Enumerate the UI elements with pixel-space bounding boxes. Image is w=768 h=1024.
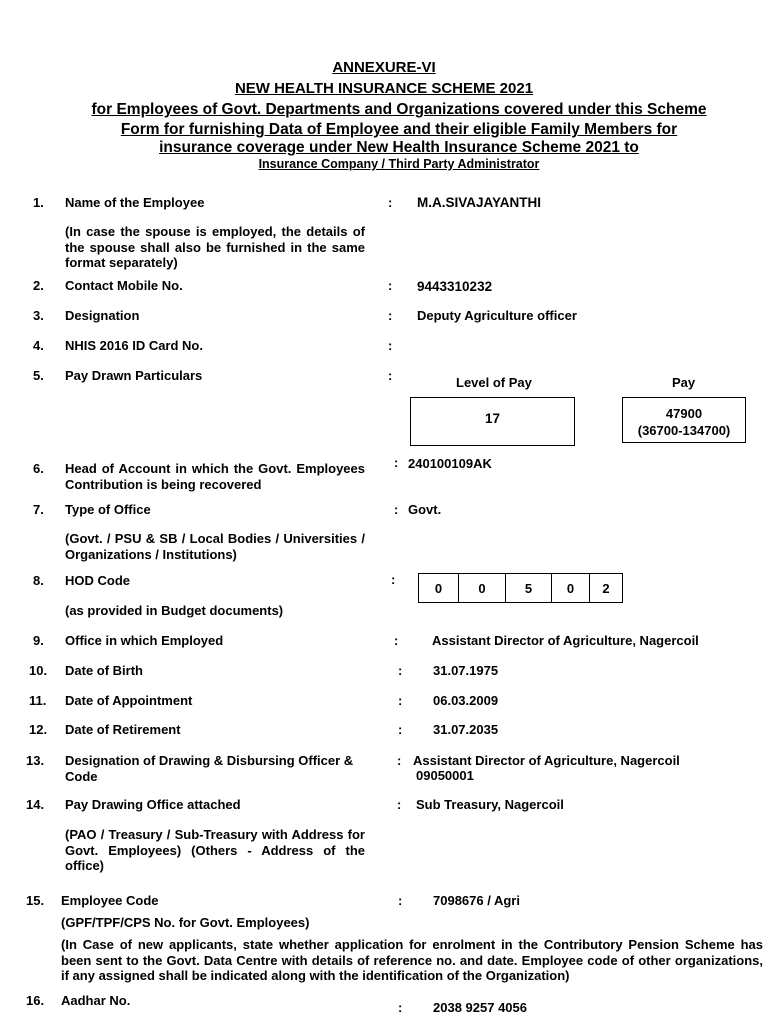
field-7-note: (Govt. / PSU & SB / Local Bodies / Universities / Organizations / Institutions) [65,531,365,562]
mobile-value: 9443310232 [417,279,493,294]
field-11-colon: : [398,693,403,708]
hod-code-digit: 0 [459,574,506,602]
head-of-account-value: 240100109AK [408,456,492,471]
field-10-colon: : [398,663,403,678]
field-5-colon: : [388,368,393,383]
subtitle-line-4: Insurance Company / Third Party Administrator [258,157,540,171]
field-8-note: (as provided in Budget documents) [65,603,284,618]
field-14-colon: : [397,797,402,812]
field-13-label: Designation of Drawing & Disbursing Officer & Code [65,753,354,784]
hod-code-digit: 0 [552,574,590,602]
field-9-label: Office in which Employed [65,633,224,648]
field-7-number: 7. [33,502,44,517]
employee-code-value: 7098676 / Agri [433,893,520,908]
field-1-number: 1. [33,195,44,210]
level-of-pay-header: Level of Pay [456,375,532,390]
field-1-label: Name of the Employee [65,195,205,210]
hod-code-boxes [418,573,623,603]
field-15-note-2: (In Case of new applicants, state whether application for enrolment in the Contributory Pension Scheme has been sent to the Govt. Data Centre with details of reference no. and date. Employee code of other organizations, if any assigned shall be indicated along with the identification of the Organization) [61,937,763,983]
annexure-title: ANNEXURE-VI [332,59,436,76]
level-of-pay-value: 17 [484,411,501,426]
subtitle-line-1: for Employees of Govt. Departments and Organizations covered under this Scheme [91,101,707,118]
field-3-label: Designation [65,308,140,323]
pay-header: Pay [672,375,696,390]
field-11-label: Date of Appointment [65,693,193,708]
field-13-colon: : [397,753,402,768]
field-5-number: 5. [33,368,44,383]
field-8-colon: : [391,572,396,587]
field-6-colon: : [394,455,399,470]
field-3-number: 3. [33,308,44,323]
field-4-number: 4. [33,338,44,353]
field-1-colon: : [388,195,393,210]
date-of-appointment-value: 06.03.2009 [433,693,499,708]
field-3-colon: : [388,308,393,323]
pay-scale-value: (36700-134700) [637,423,731,438]
field-12-label: Date of Retirement [65,722,181,737]
level-of-pay-box [410,397,575,446]
field-15-label: Employee Code [61,893,159,908]
subtitle-line-3: insurance coverage under New Health Insurance Scheme 2021 to [159,139,639,156]
field-2-number: 2. [33,278,44,293]
field-1-note: (In case the spouse is employed, the details of the spouse shall also be furnished in the same format separately) [65,224,365,270]
ddo-code-value: 09050001 [416,768,474,783]
field-5-label: Pay Drawn Particulars [65,368,203,383]
type-of-office-value: Govt. [408,502,442,517]
field-14-number: 14. [26,797,45,812]
field-12-colon: : [398,722,403,737]
office-employed-value: Assistant Director of Agriculture, Nagercoil [432,633,699,648]
field-2-colon: : [388,278,393,293]
field-8-label: HOD Code [65,573,130,588]
pay-drawing-office-value: Sub Treasury, Nagercoil [416,797,564,812]
field-6-label: Head of Account in which the Govt. Employees Contribution is being recovered [65,461,365,492]
scheme-title: NEW HEALTH INSURANCE SCHEME 2021 [234,80,534,97]
employee-name-value: M.A.SIVAJAYANTHI [417,195,542,210]
field-12-number: 12. [29,722,48,737]
field-4-colon: : [388,338,393,353]
field-6-number: 6. [33,461,44,476]
pay-value: 47900 [665,406,703,421]
field-8-number: 8. [33,573,44,588]
date-of-birth-value: 31.07.1975 [433,663,499,678]
field-10-label: Date of Birth [65,663,143,678]
date-of-retirement-value: 31.07.2035 [433,722,499,737]
field-16-number: 16. [26,993,45,1008]
field-14-label: Pay Drawing Office attached [65,797,241,812]
hod-code-digit: 0 [419,574,459,602]
field-4-label: NHIS 2016 ID Card No. [65,338,203,353]
field-14-note: (PAO / Treasury / Sub-Treasury with Address for Govt. Employees) (Others - Address of the office) [65,827,365,873]
field-11-number: 11. [29,693,47,708]
field-9-number: 9. [33,633,44,648]
field-10-number: 10. [29,663,48,678]
field-15-number: 15. [26,893,45,908]
hod-code-digit: 5 [506,574,552,602]
field-15-colon: : [398,893,403,908]
field-16-colon: : [398,1000,403,1015]
aadhar-value: 2038 9257 4056 [433,1000,527,1015]
hod-code-digit: 2 [602,580,610,596]
field-7-colon: : [394,502,399,517]
subtitle-line-2: Form for furnishing Data of Employee and their eligible Family Members for [120,121,678,138]
field-16-label: Aadhar No. [61,993,131,1008]
field-2-label: Contact Mobile No. [65,278,183,293]
field-7-label: Type of Office [65,502,151,517]
field-15-note: (GPF/TPF/CPS No. for Govt. Employees) [61,915,310,930]
designation-value: Deputy Agriculture officer [417,308,577,323]
pay-box [622,397,746,443]
field-13-number: 13. [26,753,45,768]
ddo-designation-value: Assistant Director of Agriculture, Nagercoil [413,753,680,768]
field-9-colon: : [394,633,399,648]
